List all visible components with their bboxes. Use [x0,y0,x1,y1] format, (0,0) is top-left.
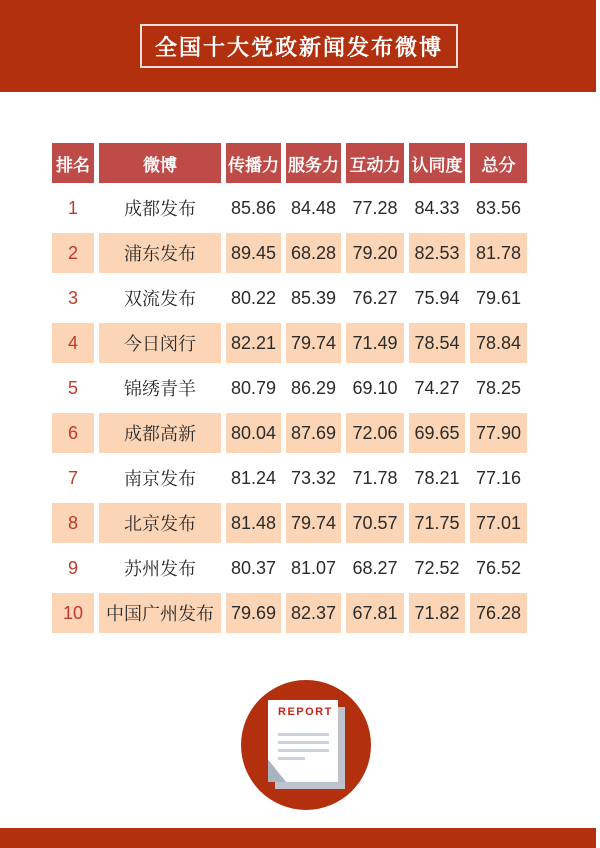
score-cell: 78.21 [409,458,465,498]
score-cell: 68.27 [346,548,404,588]
header-recognition: 认同度 [409,143,465,183]
score-cell: 67.81 [346,593,404,633]
score-cell: 72.06 [346,413,404,453]
score-cell: 76.28 [470,593,527,633]
ranking-table-container [47,138,532,638]
rank-cell: 10 [52,593,94,633]
score-cell: 78.54 [409,323,465,363]
header-rank: 排名 [52,143,94,183]
score-cell: 81.48 [226,503,281,543]
score-cell: 73.32 [286,458,341,498]
score-cell: 87.69 [286,413,341,453]
weibo-name-cell: 浦东发布 [99,233,221,273]
weibo-name-cell: 双流发布 [99,278,221,318]
table-row [52,458,527,498]
score-cell: 84.33 [409,188,465,228]
rank-cell: 5 [52,368,94,408]
score-cell: 74.27 [409,368,465,408]
rank-cell: 4 [52,323,94,363]
header-interaction: 互动力 [346,143,404,183]
score-cell: 79.74 [286,503,341,543]
score-cell: 69.10 [346,368,404,408]
top-banner [0,0,596,92]
score-cell: 71.78 [346,458,404,498]
score-cell: 70.57 [346,503,404,543]
score-cell: 85.86 [226,188,281,228]
score-cell: 72.52 [409,548,465,588]
score-cell: 77.16 [470,458,527,498]
table-header [52,143,527,183]
score-cell: 77.28 [346,188,404,228]
header-spread: 传播力 [226,143,281,183]
table-row [52,593,527,633]
report-document-icon [268,700,338,782]
doc-text-line [278,733,329,736]
title-box [140,24,458,68]
table-body [52,188,527,633]
score-cell: 80.22 [226,278,281,318]
table-row [52,188,527,228]
header-service: 服务力 [286,143,341,183]
score-cell: 81.07 [286,548,341,588]
header-weibo: 微博 [99,143,221,183]
score-cell: 79.69 [226,593,281,633]
doc-text-line [278,757,305,760]
score-cell: 71.75 [409,503,465,543]
rank-cell: 2 [52,233,94,273]
weibo-name-cell: 今日闵行 [99,323,221,363]
weibo-name-cell: 成都发布 [99,188,221,228]
score-cell: 78.25 [470,368,527,408]
table-row [52,503,527,543]
doc-text-line [278,741,329,744]
rank-cell: 3 [52,278,94,318]
score-cell: 86.29 [286,368,341,408]
score-cell: 82.21 [226,323,281,363]
report-badge-circle [241,680,371,810]
score-cell: 89.45 [226,233,281,273]
weibo-name-cell: 苏州发布 [99,548,221,588]
rank-cell: 6 [52,413,94,453]
doc-text-line [278,749,329,752]
score-cell: 76.27 [346,278,404,318]
score-cell: 71.82 [409,593,465,633]
score-cell: 81.24 [226,458,281,498]
header-total: 总分 [470,143,527,183]
score-cell: 71.49 [346,323,404,363]
table-row [52,323,527,363]
score-cell: 77.90 [470,413,527,453]
rank-cell: 8 [52,503,94,543]
score-cell: 79.20 [346,233,404,273]
rank-cell: 7 [52,458,94,498]
score-cell: 79.61 [470,278,527,318]
table-row [52,548,527,588]
score-cell: 68.28 [286,233,341,273]
score-cell: 69.65 [409,413,465,453]
ranking-table [47,138,532,638]
score-cell: 81.78 [470,233,527,273]
score-cell: 76.52 [470,548,527,588]
rank-cell: 1 [52,188,94,228]
weibo-name-cell: 北京发布 [99,503,221,543]
score-cell: 82.37 [286,593,341,633]
footer-bar [0,828,596,848]
score-cell: 80.79 [226,368,281,408]
weibo-name-cell: 成都高新 [99,413,221,453]
score-cell: 77.01 [470,503,527,543]
score-cell: 80.04 [226,413,281,453]
score-cell: 85.39 [286,278,341,318]
table-row [52,413,527,453]
rank-cell: 9 [52,548,94,588]
score-cell: 82.53 [409,233,465,273]
table-row [52,233,527,273]
table-row [52,278,527,318]
score-cell: 75.94 [409,278,465,318]
score-cell: 84.48 [286,188,341,228]
score-cell: 80.37 [226,548,281,588]
score-cell: 78.84 [470,323,527,363]
weibo-name-cell: 中国广州发布 [99,593,221,633]
report-label: REPORT [278,706,333,718]
header-row [52,143,527,183]
weibo-name-cell: 南京发布 [99,458,221,498]
table-row [52,368,527,408]
score-cell: 83.56 [470,188,527,228]
page-title: 全国十大党政新闻发布微博 [154,34,443,60]
weibo-name-cell: 锦绣青羊 [99,368,221,408]
score-cell: 79.74 [286,323,341,363]
